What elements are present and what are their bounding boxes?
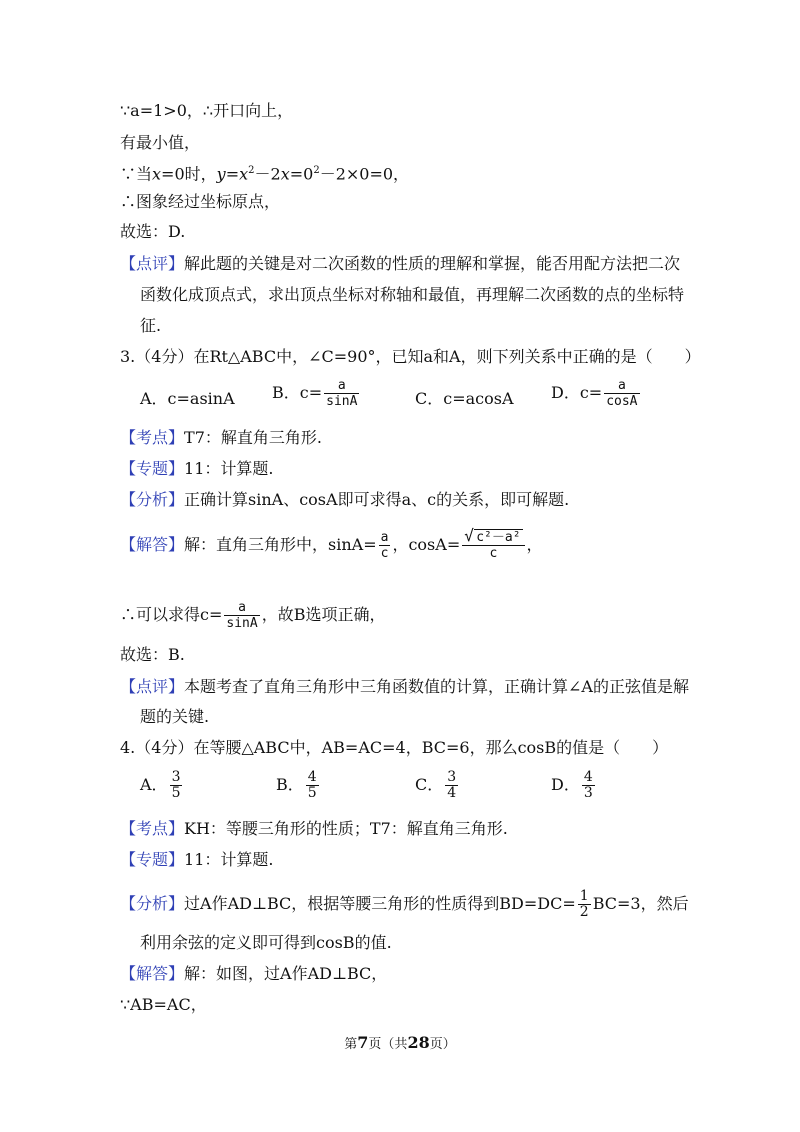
fraction: √ c²－a² c xyxy=(462,530,524,561)
q4-option-b xyxy=(276,770,321,801)
fraction: $\frac{1}{2}$ xyxy=(579,888,589,920)
jieda-tag: 【解答】 xyxy=(120,535,185,554)
page-number: 7 xyxy=(357,1033,369,1052)
fraction: $\frac{3}{4}$ xyxy=(447,769,457,801)
fenxi-text: 正确计算sinA、cosA即可求得a、c的关系，即可解题. xyxy=(184,490,570,509)
q3-kaodian xyxy=(120,428,322,448)
option-label: C． xyxy=(415,775,444,794)
option-label: A． xyxy=(140,775,168,794)
q4-option-d xyxy=(551,770,597,801)
text-line: 故选：D. xyxy=(120,222,186,241)
q3-option-c: C．c=acosA xyxy=(415,389,514,408)
q4-option-a xyxy=(140,770,184,801)
text-line: ∵当x=0时，$y=x^2-2x=0^2-2\times 0=0$， xyxy=(120,164,410,184)
pingjie-line-3: 征. xyxy=(140,316,162,335)
footer-text: 页（共 xyxy=(368,1037,408,1052)
pingjie-text: 解此题的关键是对二次函数的性质的理解和掌握，能否用配方法把二次 xyxy=(184,254,681,273)
fenxi-text-2: BC=3，然后 xyxy=(592,894,689,913)
pingjie-tag: 【点评】 xyxy=(120,254,185,273)
fenxi-tag: 【分析】 xyxy=(120,490,185,509)
fraction: $\frac{a}{c}$ xyxy=(380,530,389,561)
q3-choose: 故选：B. xyxy=(120,645,185,664)
q4-stem: 4.（4分）在等腰△ABC中，AB=AC=4，BC=6，那么cosB的值是（ ） xyxy=(120,738,669,757)
jieda-text-2: ，cosA= xyxy=(392,535,461,554)
page-total: 28 xyxy=(407,1033,430,1052)
page-footer xyxy=(0,1033,800,1052)
fenxi-tag: 【分析】 xyxy=(120,894,185,913)
text-line: ∴图象经过坐标原点， xyxy=(120,192,281,211)
jieda-tag: 【解答】 xyxy=(120,964,185,983)
q3-stem: 3.（4分）在Rt△ABC中，∠C=90°，已知a和A，则下列关系中正确的是（ ） xyxy=(120,347,701,366)
q4-jieda xyxy=(120,964,387,984)
kaodian-text: T7：解直角三角形. xyxy=(184,428,322,447)
text-line: ∵a=1>0，∴开口向上， xyxy=(120,101,294,120)
q3-conclude xyxy=(120,600,385,631)
fraction: $\frac{4}{3}$ xyxy=(583,769,593,801)
footer-text: 第 xyxy=(344,1037,358,1052)
conclude-text: ∴可以求得c= xyxy=(120,605,223,624)
q4-option-c xyxy=(415,770,460,801)
kaodian-tag: 【考点】 xyxy=(120,428,185,447)
q4-kaodian xyxy=(120,819,508,839)
zhuanti-text: 11：计算题. xyxy=(184,850,274,869)
option-label: D． xyxy=(551,775,580,794)
kaodian-tag: 【考点】 xyxy=(120,819,185,838)
q4-fenxi-2: 利用余弦的定义即可得到cosB的值. xyxy=(140,933,392,952)
q3-option-b xyxy=(272,378,361,409)
q4-fenxi xyxy=(120,889,689,920)
sqrt: √ c²－a² xyxy=(464,526,521,545)
q3-option-a: A．c=asinA xyxy=(140,389,235,408)
fraction: $\frac{4}{5}$ xyxy=(307,769,317,801)
pingjie-line xyxy=(120,254,680,274)
zhuanti-tag: 【专题】 xyxy=(120,459,185,478)
fraction: $\frac{a}{\cos A}$ xyxy=(606,378,638,409)
conclude-text-2: ，故B选项正确， xyxy=(261,605,386,624)
q3-option-d xyxy=(551,378,642,409)
pingjie-tag: 【点评】 xyxy=(120,677,185,696)
jieda-text: 解：如图，过A作AD⊥BC， xyxy=(184,964,388,983)
jieda-end: ， xyxy=(526,535,543,554)
q3-option-b-label: B．c= xyxy=(272,383,323,402)
jieda-text: 解：直角三角形中，sinA= xyxy=(184,535,377,554)
q4-last-line: ∵AB=AC， xyxy=(120,995,207,1014)
zhuanti-tag: 【专题】 xyxy=(120,850,185,869)
text-line: 有最小值， xyxy=(120,133,201,152)
pingjie-text: 本题考查了直角三角形中三角函数值的计算，正确计算∠A的正弦值是解 xyxy=(184,677,689,696)
footer-text: 页） xyxy=(429,1037,456,1052)
q3-fenxi xyxy=(120,490,569,510)
zhuanti-text: 11：计算题. xyxy=(184,459,274,478)
q3-pingjie xyxy=(120,677,689,697)
q4-zhuanti xyxy=(120,850,273,870)
option-label: B． xyxy=(276,775,304,794)
q3-zhuanti xyxy=(120,459,273,479)
fraction: $\frac{a}{\sin A}$ xyxy=(326,378,358,409)
pingjie-line-2: 函数化成顶点式，求出顶点坐标对称轴和最值，再理解二次函数的点的坐标特 xyxy=(140,285,685,304)
q3-jieda xyxy=(120,526,543,561)
q3-pingjie-2: 题的关键. xyxy=(140,707,210,726)
fraction: $\frac{a}{\sin A}$ xyxy=(226,600,258,631)
fenxi-text: 过A作AD⊥BC，根据等腰三角形的性质得到BD=DC= xyxy=(184,894,576,913)
kaodian-text: KH：等腰三角形的性质；T7：解直角三角形. xyxy=(184,819,508,838)
q3-option-d-label: D．c= xyxy=(551,383,603,402)
fraction: $\frac{3}{5}$ xyxy=(171,769,181,801)
